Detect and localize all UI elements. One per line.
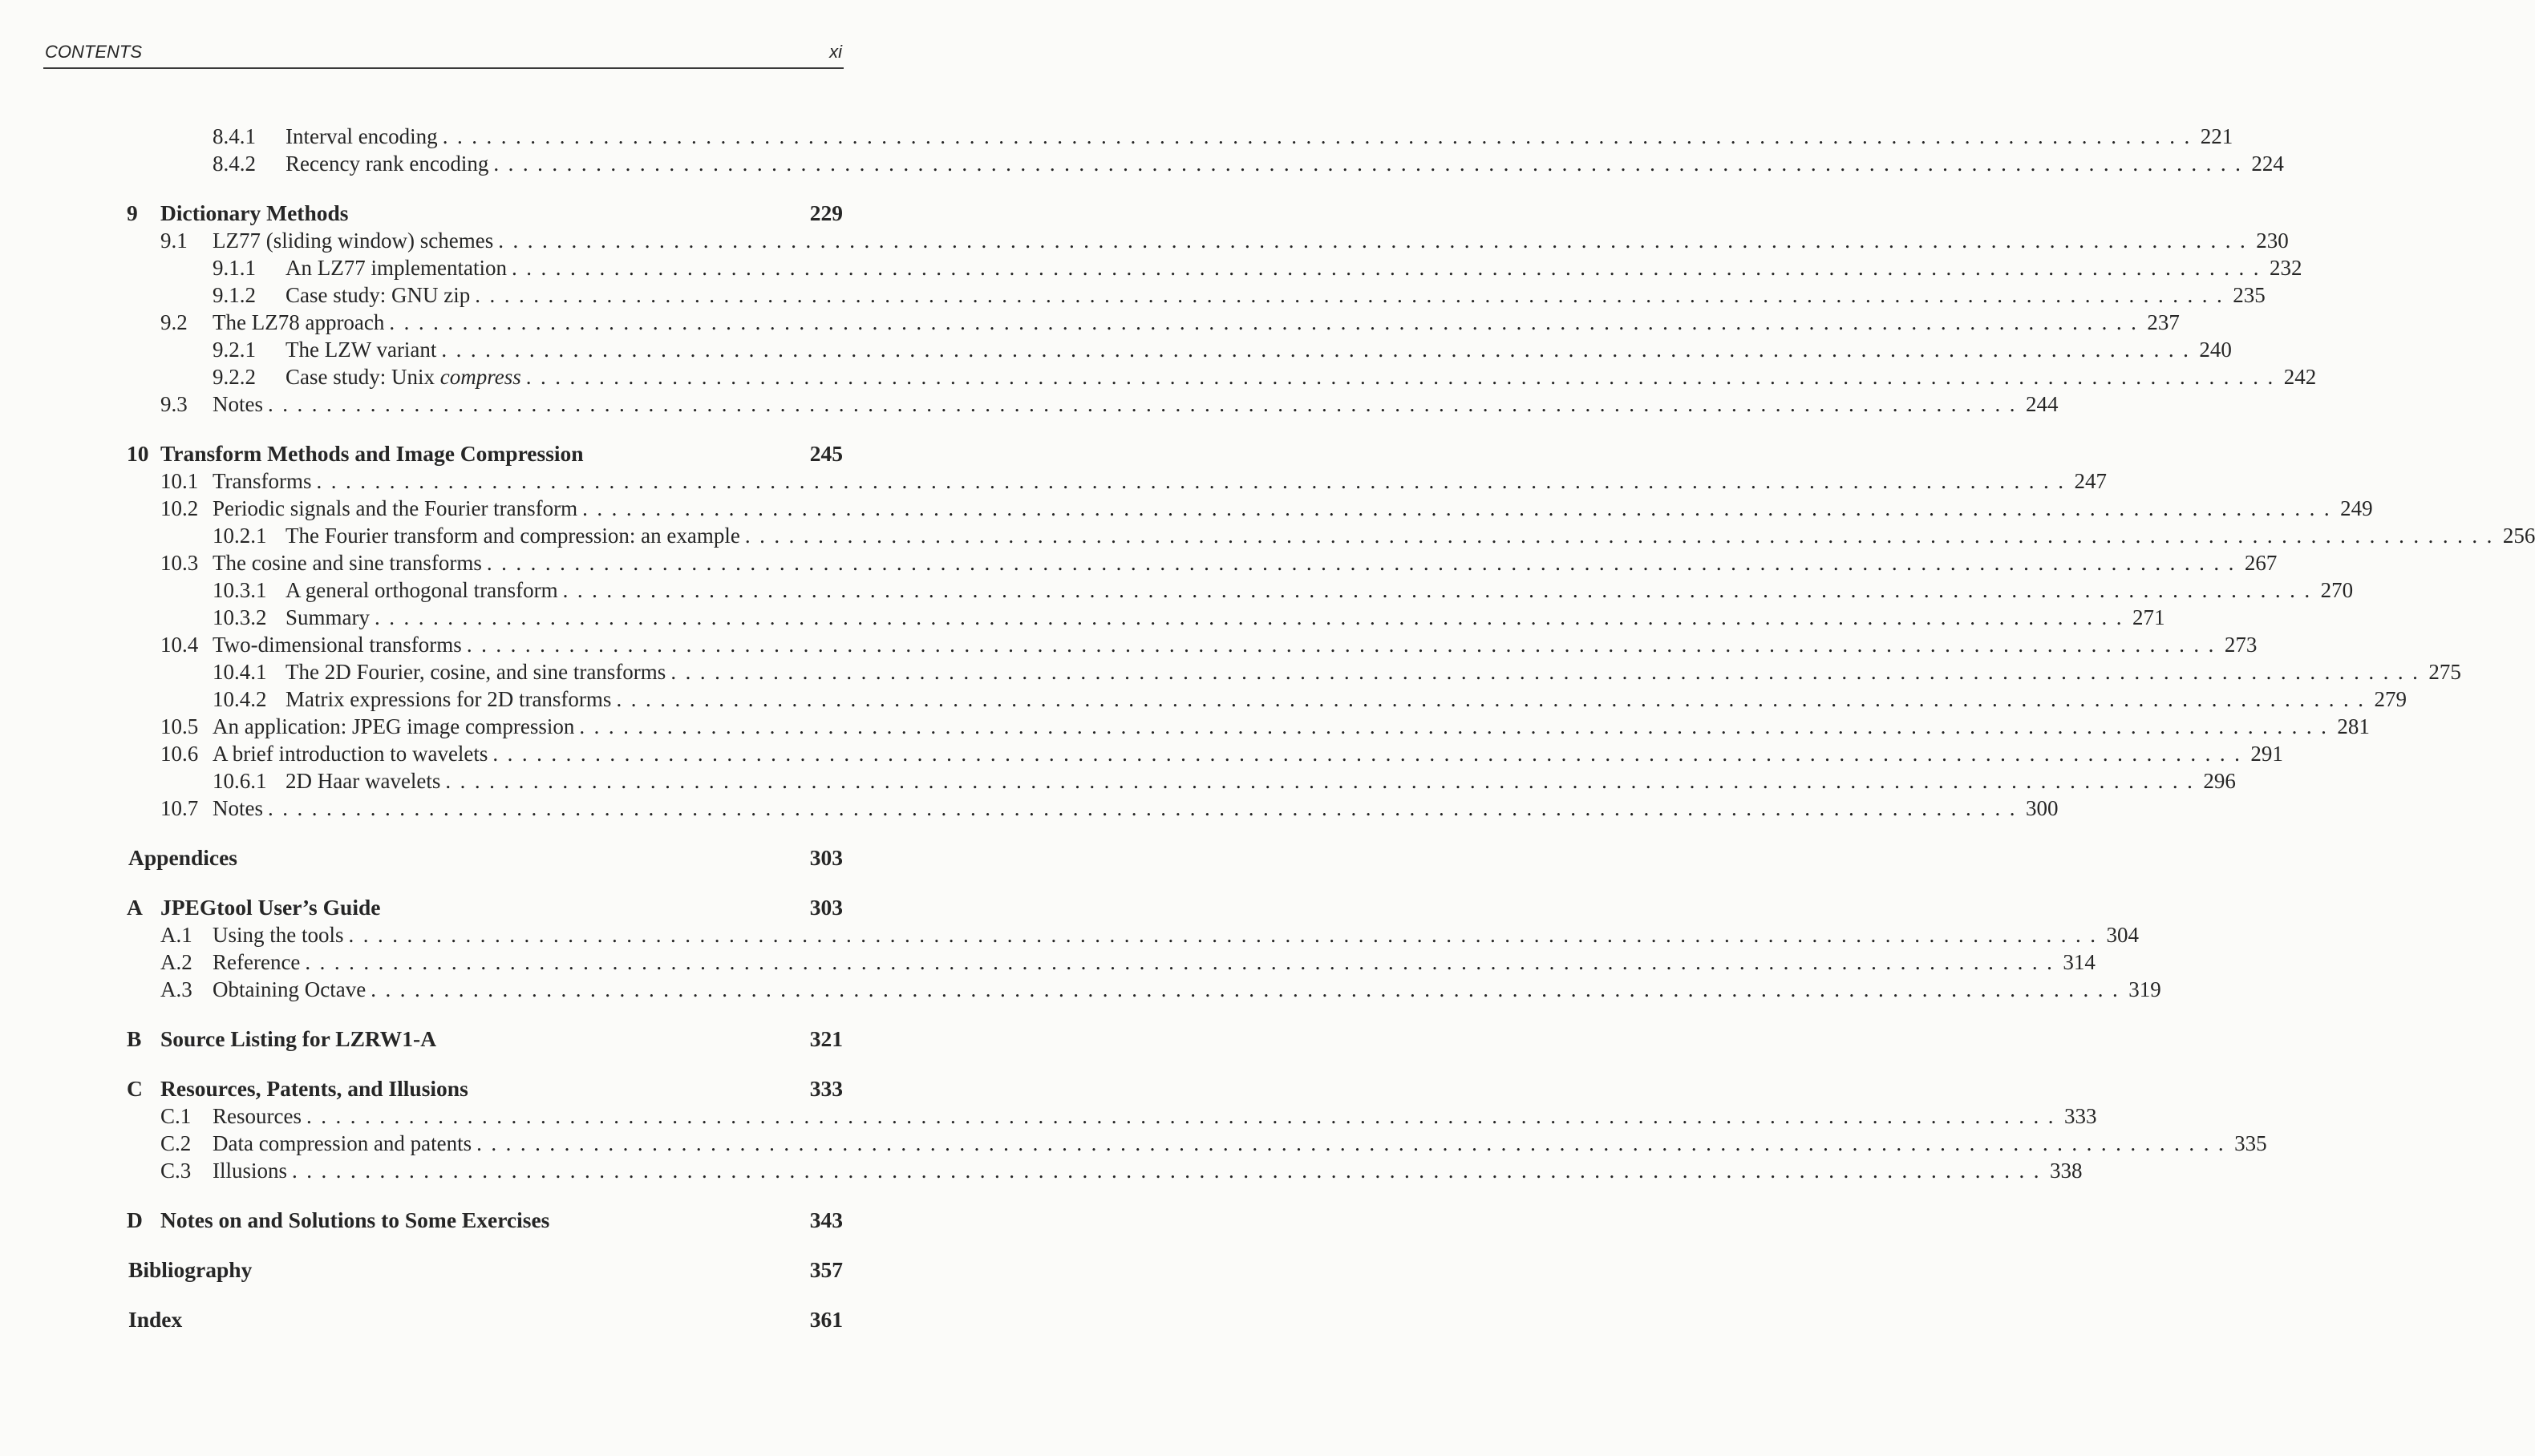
toc-entry-page: 300 <box>2026 796 2059 820</box>
toc-entry-title-text: Periodic signals and the Fourier transform <box>213 496 578 520</box>
toc-entry-number: 9 <box>127 200 138 225</box>
toc-entry[interactable] <box>213 123 2233 150</box>
toc-dot-leader: ........................................................................................................................ <box>442 124 2199 148</box>
toc-chapter-entry[interactable] <box>127 894 843 921</box>
toc-entry-page: 304 <box>2106 923 2140 947</box>
toc-entry-page: 229 <box>809 200 843 225</box>
toc-entry-number: 9.3 <box>160 392 188 416</box>
toc-entry-title-text: Resources, Patents, and Illusions <box>160 1076 468 1101</box>
toc-entry-title <box>213 1130 476 1157</box>
toc-entry-title-text: Dictionary Methods <box>160 200 349 225</box>
toc-entry-page: 319 <box>2128 977 2161 1001</box>
toc-entry-title <box>160 1207 808 1234</box>
toc-entry[interactable] <box>160 631 2258 658</box>
toc-dot-leader: ........................................................................................................................ <box>616 687 2373 711</box>
toc-entry-title <box>213 795 268 822</box>
toc-entry-title-text: Using the tools <box>213 923 344 947</box>
toc-entry-page: 249 <box>2340 496 2373 520</box>
toc-entry-title-text: Source Listing for LZRW1-A <box>160 1026 437 1051</box>
toc-entry[interactable] <box>160 921 2140 948</box>
toc-entry-page: 314 <box>2063 950 2096 974</box>
toc-entry-title-text: Notes <box>213 796 263 820</box>
toc-entry-title-text: Notes on and Solutions to Some Exercises <box>160 1207 550 1232</box>
toc-entry-page: 232 <box>2269 256 2302 280</box>
toc-entry[interactable] <box>160 227 2289 254</box>
toc-entry[interactable] <box>160 467 2108 495</box>
toc-entry-title-text: The LZ78 approach <box>213 310 385 334</box>
toc-entry-number: 8.4.2 <box>213 152 256 176</box>
toc-dot-leader: ........................................................................................................................ <box>511 256 2268 280</box>
toc-entry-number: 10.5 <box>160 714 199 738</box>
toc-entry-page: 271 <box>2132 605 2165 629</box>
toc-entry-title <box>213 740 492 767</box>
toc-entry-title <box>213 309 389 336</box>
toc-entry-title <box>285 686 616 713</box>
toc-entry[interactable] <box>213 767 2236 795</box>
toc-entry-title <box>285 281 475 309</box>
toc-chapter-entry[interactable] <box>127 1075 843 1102</box>
toc-entry[interactable] <box>160 713 2370 740</box>
toc-entry-title <box>160 894 808 921</box>
toc-entry-number: 10.3.1 <box>213 578 267 602</box>
toc-entry[interactable] <box>160 1130 2267 1157</box>
toc-entry-page: 247 <box>2074 469 2108 493</box>
toc-dot-leader: ........................................................................................................................ <box>744 524 2501 548</box>
toc-entry[interactable] <box>160 1157 2083 1184</box>
toc-dot-leader: ........................................................................................................................ <box>476 1131 2233 1155</box>
toc-dot-leader: ........................................................................................................................ <box>525 365 2282 389</box>
toc-dot-leader: ........................................................................................................................ <box>348 923 2105 947</box>
toc-dot-leader: ........................................................................................................................ <box>445 769 2202 793</box>
toc-entry-page: 338 <box>2050 1159 2083 1183</box>
toc-dot-leader: ........................................................................................................................ <box>389 310 2146 334</box>
toc-entry-title-text: A general orthogonal transform <box>285 578 558 602</box>
toc-entry-number: A.1 <box>160 923 192 947</box>
toc-entry-number: 10.7 <box>160 796 199 820</box>
toc-entry-title-text: The cosine and sine transforms <box>213 551 482 575</box>
toc-chapter-entry[interactable] <box>128 1256 843 1284</box>
toc-dot-leader: ........................................................................................................................ <box>492 742 2250 766</box>
toc-entry[interactable] <box>160 495 2373 522</box>
toc-entry-title <box>285 576 563 604</box>
toc-entry-title <box>285 658 670 686</box>
toc-entry-title <box>285 363 526 390</box>
toc-entry-title-text: Summary <box>285 605 370 629</box>
toc-entry[interactable] <box>160 309 2180 336</box>
toc-dot-leader: ........................................................................................................................ <box>493 152 2250 176</box>
toc-entry-number: B <box>127 1026 142 1051</box>
toc-entry-title <box>213 227 498 254</box>
toc-entry-title-text: Transform Methods and Image Compression <box>160 441 584 466</box>
toc-entry-title-text: JPEGtool User’s Guide <box>160 895 381 920</box>
toc-dot-leader: ........................................................................................................................ <box>582 496 2339 520</box>
toc-entry-title-text: Appendices <box>128 845 237 870</box>
toc-entry-title-text: Case study: Unix <box>285 365 440 389</box>
toc-entry-title <box>285 522 745 549</box>
toc-entry-number: C <box>127 1076 143 1101</box>
toc-entry-page: 343 <box>809 1207 843 1232</box>
toc-entry-title-text: Illusions <box>213 1159 288 1183</box>
toc-entry-number: 9.2.2 <box>213 365 256 389</box>
toc-chapter-entry[interactable] <box>128 1306 843 1333</box>
toc-entry-page: 303 <box>809 845 843 870</box>
toc-entry-title-text: An application: JPEG image compression <box>213 714 575 738</box>
toc-entry-number: 9.2.1 <box>213 338 256 362</box>
toc-chapter-entry[interactable] <box>127 440 843 467</box>
toc-entry[interactable] <box>160 1102 2097 1130</box>
toc-entry-title <box>160 1025 808 1053</box>
toc-entry[interactable] <box>213 604 2165 631</box>
toc-entry-title <box>285 767 445 795</box>
toc-entry[interactable] <box>160 976 2161 1003</box>
toc-dot-leader: ........................................................................................................................ <box>498 229 2255 253</box>
toc-entry-number: 9.1.2 <box>213 283 256 307</box>
toc-entry-title <box>213 631 467 658</box>
toc-entry-title-text: Resources <box>213 1104 302 1128</box>
toc-entry-title <box>285 254 512 281</box>
toc-entry[interactable] <box>160 948 2096 976</box>
toc-entry-page: 335 <box>2234 1131 2267 1155</box>
toc-entry-title-text: Reference <box>213 950 301 974</box>
toc-entry-page: 270 <box>2320 578 2354 602</box>
toc-entry-title <box>285 336 441 363</box>
toc-dot-leader: ........................................................................................................................ <box>375 605 2131 629</box>
toc-entry-number: 9.1 <box>160 229 188 253</box>
toc-dot-leader: ........................................................................................................................ <box>371 977 2128 1001</box>
toc-entry[interactable] <box>160 740 2283 767</box>
toc-entry-number: C.3 <box>160 1159 192 1183</box>
toc-entry-page: 303 <box>809 895 843 920</box>
toc-entry-title-text: Transforms <box>213 469 312 493</box>
toc-entry-page: 230 <box>2256 229 2289 253</box>
toc-entry-title <box>285 150 493 177</box>
toc-dot-leader: ........................................................................................................................ <box>441 338 2198 362</box>
toc-entry-title <box>213 495 582 522</box>
toc-entry[interactable] <box>213 658 2461 686</box>
toc-chapter-entry[interactable] <box>127 200 843 227</box>
toc-dot-leader: ........................................................................................................................ <box>579 714 2336 738</box>
toc-entry-title-text: Matrix expressions for 2D transforms <box>285 687 612 711</box>
toc-entry-page: 267 <box>2244 551 2278 575</box>
toc-entry[interactable] <box>213 686 2407 713</box>
toc-entry-title-text: The Fourier transform and compression: an example <box>285 524 740 548</box>
toc-entry-title-text: A brief introduction to wavelets <box>213 742 488 766</box>
toc-entry-title-text: Data compression and patents <box>213 1131 472 1155</box>
toc-entry-title <box>285 604 375 631</box>
toc-entry-number: A <box>127 895 143 920</box>
toc-entry-number: 10.2 <box>160 496 199 520</box>
toc-entry-page: 237 <box>2147 310 2180 334</box>
toc-entry-number: D <box>127 1207 143 1232</box>
toc-entry-title <box>213 921 349 948</box>
toc-dot-leader: ........................................................................................................................ <box>486 551 2243 575</box>
toc-entry-page: 242 <box>2283 365 2317 389</box>
toc-entry-title <box>213 1157 292 1184</box>
toc-entry[interactable] <box>213 336 2232 363</box>
toc-entry-title-text: The LZW variant <box>285 338 437 362</box>
toc-entry-page: 224 <box>2251 152 2284 176</box>
toc-entry-title-text: Notes <box>213 392 263 416</box>
toc-entry-number: 10.3 <box>160 551 199 575</box>
toc-entry-title-emphasis: compress <box>439 365 521 389</box>
toc-entry-title <box>213 976 371 1003</box>
toc-entry-number: A.3 <box>160 977 192 1001</box>
toc-entry-number: 8.4.1 <box>213 124 256 148</box>
toc-entry-number: 10.1 <box>160 469 199 493</box>
toc-dot-leader: ........................................................................................................................ <box>562 578 2319 602</box>
toc-entry-title-text: 2D Haar wavelets <box>285 769 441 793</box>
toc-entry-number: A.2 <box>160 950 192 974</box>
toc-entry-title-text: LZ77 (sliding window) schemes <box>213 229 494 253</box>
toc-entry[interactable] <box>160 390 2059 418</box>
toc-entry-page: 240 <box>2199 338 2232 362</box>
toc-dot-leader: ........................................................................................................................ <box>670 660 2428 684</box>
toc-chapter-entry[interactable] <box>128 844 843 872</box>
toc-entry-page: 275 <box>2428 660 2461 684</box>
toc-entry-number: 9.1.1 <box>213 256 256 280</box>
toc-entry-page: 244 <box>2026 392 2059 416</box>
toc-entry-number: 10.3.2 <box>213 605 267 629</box>
toc-dot-leader: ........................................................................................................................ <box>268 392 2024 416</box>
toc-entry-title-text: Recency rank encoding <box>285 152 489 176</box>
toc-dot-leader: ........................................................................................................................ <box>306 1104 2063 1128</box>
toc-entry-page: 333 <box>2063 1104 2097 1128</box>
toc-entry[interactable] <box>160 795 2059 822</box>
toc-entry-page: 333 <box>809 1076 843 1101</box>
toc-entry-number: C.2 <box>160 1131 192 1155</box>
toc-entry-page: 321 <box>809 1026 843 1051</box>
toc-entry-title <box>160 1075 808 1102</box>
toc-dot-leader: ........................................................................................................................ <box>292 1159 2049 1183</box>
toc-entry-page: 281 <box>2337 714 2370 738</box>
page-number: xi <box>829 42 842 62</box>
toc-entry-number: 10 <box>127 441 149 466</box>
toc-entry-title <box>213 948 305 976</box>
toc-entry[interactable] <box>160 549 2278 576</box>
toc-entry[interactable] <box>213 522 2535 549</box>
toc-dot-leader: ........................................................................................................................ <box>475 283 2232 307</box>
toc-entry-page: 221 <box>2200 124 2233 148</box>
toc-entry-title <box>160 440 808 467</box>
toc-entry-number: 10.6.1 <box>213 769 267 793</box>
toc-entry-number: 10.4.2 <box>213 687 267 711</box>
toc-entry-page: 256 <box>2502 524 2535 548</box>
toc-entry-page: 296 <box>2203 769 2236 793</box>
toc-entry-page: 291 <box>2250 742 2283 766</box>
toc-entry[interactable] <box>213 150 2284 177</box>
toc-entry[interactable] <box>213 281 2266 309</box>
toc-dot-leader: ........................................................................................................................ <box>316 469 2073 493</box>
toc-entry-title <box>128 1306 808 1333</box>
toc-entry-page: 361 <box>809 1307 843 1332</box>
toc-dot-leader: ........................................................................................................................ <box>268 796 2024 820</box>
toc-entry-title <box>213 1102 306 1130</box>
toc-entry-number: 10.2.1 <box>213 524 267 548</box>
toc-chapter-entry[interactable] <box>127 1025 843 1053</box>
toc-entry-number: 10.6 <box>160 742 199 766</box>
toc-entry-title-text: The 2D Fourier, cosine, and sine transforms <box>285 660 666 684</box>
toc-entry-number: 10.4.1 <box>213 660 267 684</box>
toc-dot-leader: ........................................................................................................................ <box>305 950 2062 974</box>
toc-entry-page: 273 <box>2224 633 2258 657</box>
toc-entry-title <box>213 713 579 740</box>
toc-entry-title <box>213 467 317 495</box>
toc-entry-title <box>128 844 808 872</box>
toc-entry-page: 357 <box>809 1257 843 1282</box>
toc-entry-title <box>213 390 268 418</box>
toc-entry-title-text: Two-dimensional transforms <box>213 633 462 657</box>
toc-entry-number: 10.4 <box>160 633 199 657</box>
toc-chapter-entry[interactable] <box>127 1207 843 1234</box>
toc-entry[interactable] <box>213 576 2354 604</box>
toc-dot-leader: ........................................................................................................................ <box>466 633 2223 657</box>
toc-entry-title-text: Bibliography <box>128 1257 253 1282</box>
toc-entry-title-text: Interval encoding <box>285 124 438 148</box>
toc-entry-title <box>285 123 443 150</box>
toc-entry-title <box>213 549 487 576</box>
toc-entry-page: 235 <box>2233 283 2266 307</box>
toc-entry[interactable] <box>213 363 2317 390</box>
toc-entry-number: C.1 <box>160 1104 192 1128</box>
toc-entry-page: 279 <box>2374 687 2407 711</box>
running-head: CONTENTS <box>45 42 142 62</box>
toc-entry-title-text: Case study: GNU zip <box>285 283 471 307</box>
toc-entry-title-text: An LZ77 implementation <box>285 256 507 280</box>
toc-entry[interactable] <box>213 254 2302 281</box>
toc-entry-title-text: Obtaining Octave <box>213 977 366 1001</box>
toc-entry-number: 9.2 <box>160 310 188 334</box>
toc-entry-title-text: Index <box>128 1307 183 1332</box>
toc-entry-page: 245 <box>809 441 843 466</box>
toc-entry-title <box>160 200 808 227</box>
toc-entry-title <box>128 1256 808 1284</box>
